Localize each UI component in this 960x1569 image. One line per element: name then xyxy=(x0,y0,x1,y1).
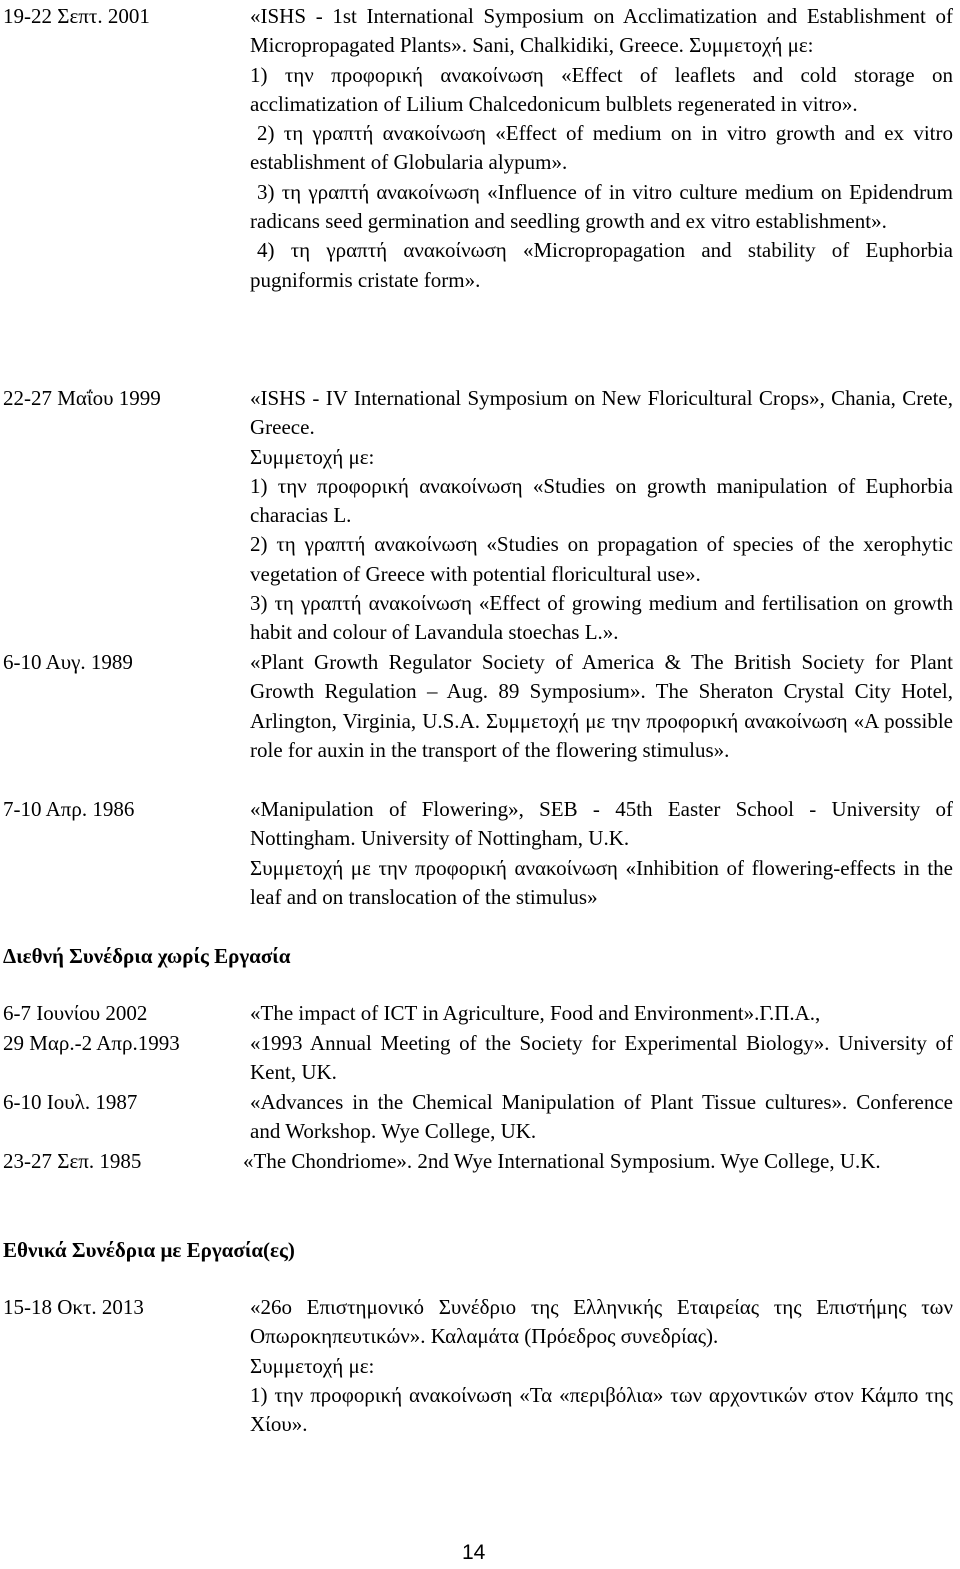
entry-description xyxy=(250,999,953,1028)
page-number: 14 xyxy=(462,1541,486,1564)
entry-line: «Manipulation of Flowering», SEB - 45th Easter School - University of Nottingham. University of Nottingham, U.K. xyxy=(250,797,953,851)
entry-line: 3) τη γραπτή ανακοίνωση «Effect of growing medium and fertilisation on growth habit and colour of Lavandula stoechas L.». xyxy=(250,591,953,645)
entry-line: «1993 Annual Meeting of the Society for Experimental Biology». University of Kent, UK. xyxy=(250,1031,953,1085)
entry-line: 1) την προφορική ανακοίνωση «Τα «περιβόλια» των αρχοντικών στον Κάμπο της Χίου». xyxy=(250,1382,953,1437)
entry-description xyxy=(250,2,953,295)
entry-date: 23-27 Σεπ. 1985 xyxy=(3,1149,142,1173)
entry-line: «The Chondriome». 2nd Wye International Symposium. Wye College, U.K. xyxy=(243,1149,881,1173)
entry-date: 22-27 Μαΐου 1999 xyxy=(3,386,161,410)
entry-line: «ISHS - IV International Symposium on New Floricultural Crops», Chania, Crete, Greece. xyxy=(250,386,953,440)
entry-line: 1) την προφορική ανακοίνωση «Effect of leaflets and cold storage on acclimatization of Lilium Chalcedonicum bulblets regenerated in vitro». xyxy=(250,62,953,116)
entry-line: 2) τη γραπτή ανακοίνωση «Effect of medium on in vitro growth and ex vitro establishment of Globularia alypum». xyxy=(250,121,953,175)
entry-line: «Advances in the Chemical Manipulation of Plant Tissue cultures». Conference and Workshop. Wye College, UK. xyxy=(250,1090,953,1144)
section-heading: Εθνικά Συνέδρια με Εργασία(ες) xyxy=(3,1238,295,1262)
entry-line: Συμμετοχή με την προφορική ανακοίνωση «Inhibition of flowering-effects in the leaf and on translocation of the stimulus» xyxy=(250,855,953,909)
entry-description xyxy=(243,1147,953,1176)
entry-line: 2) τη γραπτή ανακοίνωση «Studies on propagation of species of the xerophytic vegetation of Greece with potential floricultural use». xyxy=(250,532,953,586)
entry-line: 4) τη γραπτή ανακοίνωση «Micropropagation and stability of Euphorbia pugniformis cristate form». xyxy=(250,238,953,292)
entry-line: «Plant Growth Regulator Society of America & The British Society for Plant Growth Regulation – Aug. 89 Symposium». The Sheraton Crystal City Hotel, Arlington, Virginia, U.S.A. Συμμετοχή με την προφορική ανακοίνωση «A possible role for auxin in the transport of the flowering stimulus». xyxy=(250,650,953,762)
entry-line: Συμμετοχή με: xyxy=(250,1353,375,1378)
entry-description xyxy=(250,648,953,765)
entry-date: 29 Μαρ.-2 Απρ.1993 xyxy=(3,1031,180,1055)
entry-description xyxy=(250,795,953,912)
entry-date: 7-10 Απρ. 1986 xyxy=(3,797,135,821)
entry-date: 6-10 Ιουλ. 1987 xyxy=(3,1090,138,1114)
entry-description xyxy=(250,1293,953,1439)
section-heading: Διεθνή Συνέδρια χωρίς Εργασία xyxy=(3,944,291,968)
entry-date: 6-10 Αυγ. 1989 xyxy=(3,650,133,674)
entry-line: «ISHS - 1st International Symposium on Acclimatization and Establishment of Micropropagated Plants». Sani, Chalkidiki, Greece. Συμμετοχή με: xyxy=(250,4,953,58)
entry-date: 19-22 Σεπτ. 2001 xyxy=(3,4,150,28)
entry-line: Συμμετοχή με: xyxy=(250,444,375,469)
entry-description xyxy=(250,1029,953,1088)
entry-date: 15-18 Οκτ. 2013 xyxy=(3,1295,144,1319)
entry-description xyxy=(250,1088,953,1147)
entry-line: 3) τη γραπτή ανακοίνωση «Influence of in vitro culture medium on Epidendrum radicans seed germination and seedling growth and ex vitro establishment». xyxy=(250,179,953,234)
entry-date: 6-7 Ιουνίου 2002 xyxy=(3,1001,148,1025)
entry-description xyxy=(250,384,953,648)
entry-line: «26ο Επιστημονικό Συνέδριο της Ελληνικής Εταιρείας της Επιστήμης των Οπωροκηπευτικών». Καλαμάτα (Πρόεδρος συνεδρίας). xyxy=(250,1295,953,1349)
entry-line: 1) την προφορική ανακοίνωση «Studies on growth manipulation of Euphorbia characias L. xyxy=(250,473,953,528)
entry-line: «The impact of ICT in Agriculture, Food and Environment».Γ.Π.Α., xyxy=(250,1001,821,1025)
